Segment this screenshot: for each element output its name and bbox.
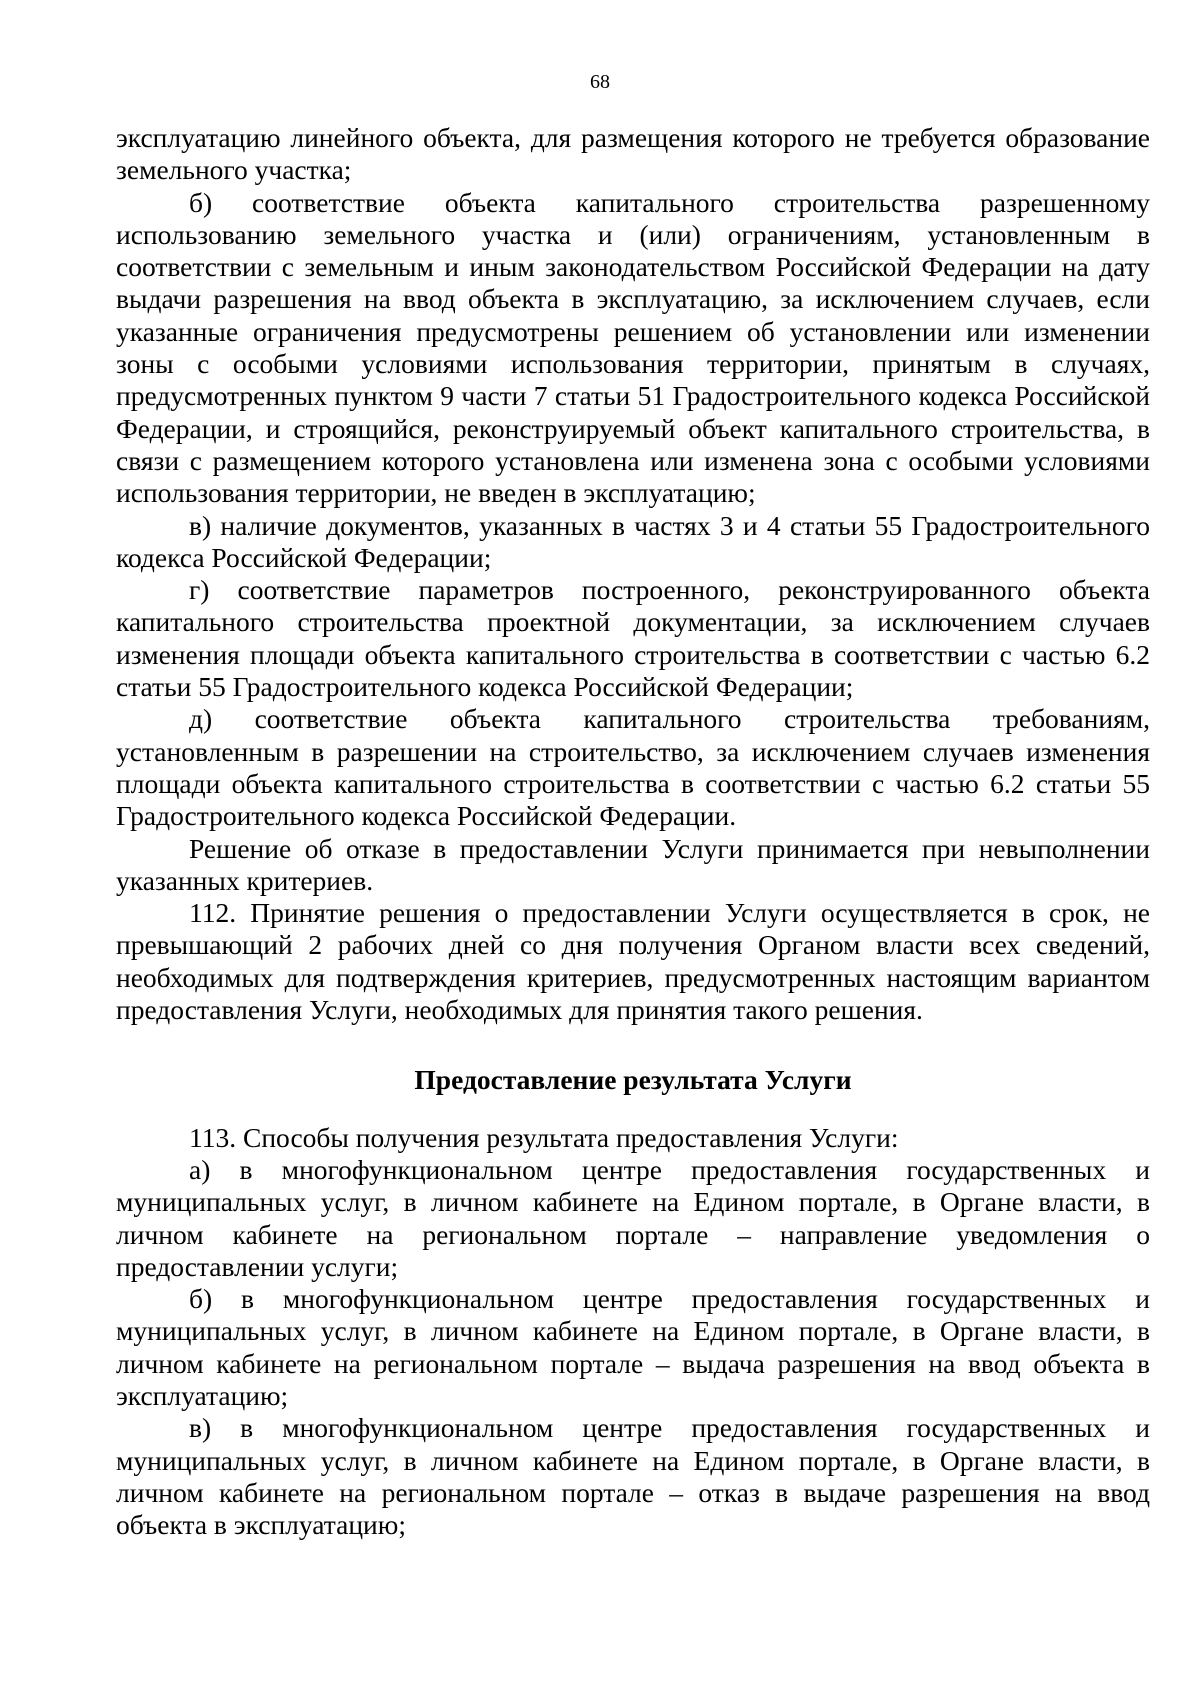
paragraph-113-v: в) в многофункциональном центре предоставления государственных и муниципальных услуг, в личном кабинете на Едином портале, в Органе власти, в личном кабинете на региональном портале – отказ в выдаче разрешения на ввод объекта в эксплуатацию; [116, 1412, 1150, 1541]
paragraph-item-b: б) соответствие объекта капитального строительства разрешенному использованию земельного участка и (или) ограничениям, установленным в соответствии с земельным и иным законодательством Российской Федерации на дату выдачи разрешения на ввод объекта в эксплуатацию, за исключением случаев, если указанные ограничения предусмотрены решением об установлении или изменении зоны с особыми условиями использования территории, принятым в случаях, предусмотренных пунктом 9 части 7 статьи 51 Градостроительного кодекса Российской Федерации, и строящийся, реконструируемый объект капитального строительства, в связи с размещением которого установлена или изменена зона с особыми условиями использования территории, не введен в эксплуатацию; [116, 186, 1150, 509]
page-number: 68 [590, 71, 610, 93]
paragraph-refusal-note: Решение об отказе в предоставлении Услуги принимается при невыполнении указанных критериев. [116, 832, 1150, 896]
paragraph-113-a: а) в многофункциональном центре предоставления государственных и муниципальных услуг, в личном кабинете на Едином портале, в Органе власти, в личном кабинете на региональном портале – направление уведомления о предоставлении услуги; [116, 1153, 1150, 1282]
paragraph-item-v: в) наличие документов, указанных в частях 3 и 4 статьи 55 Градостроительного кодекса Российской Федерации; [116, 509, 1150, 573]
document-body [116, 122, 1150, 1541]
paragraph-item-g: г) соответствие параметров построенного, реконструированного объекта капитального строительства проектной документации, за исключением случаев изменения площади объекта капитального строительства в соответствии с частью 6.2 статьи 55 Градостроительного кодекса Российской Федерации; [116, 574, 1150, 703]
section-heading: Предоставление результата Услуги [414, 1064, 852, 1096]
paragraph-113-b: б) в многофункциональном центре предоставления государственных и муниципальных услуг, в личном кабинете на Едином портале, в Органе власти, в личном кабинете на региональном портале – выдача разрешения на ввод объекта в эксплуатацию; [116, 1283, 1150, 1411]
paragraph-continuation: эксплуатацию линейного объекта, для размещения которого не требуется образование земельного участка; [116, 122, 1150, 186]
paragraph-112: 112. Принятие решения о предоставлении Услуги осуществляется в срок, не превышающий 2 рабочих дней со дня получения Органом власти всех сведений, необходимых для подтверждения критериев, предусмотренных настоящим вариантом предоставления Услуги, необходимых для принятия такого решения. [116, 897, 1150, 1026]
paragraph-113: 113. Способы получения результата предоставления Услуги: [189, 1121, 899, 1153]
paragraph-item-d: д) соответствие объекта капитального строительства требованиям, установленным в разрешении на строительство, за исключением случаев изменения площади объекта капитального строительства в соответствии с частью 6.2 статьи 55 Градостроительного кодекса Российской Федерации. [116, 703, 1150, 832]
